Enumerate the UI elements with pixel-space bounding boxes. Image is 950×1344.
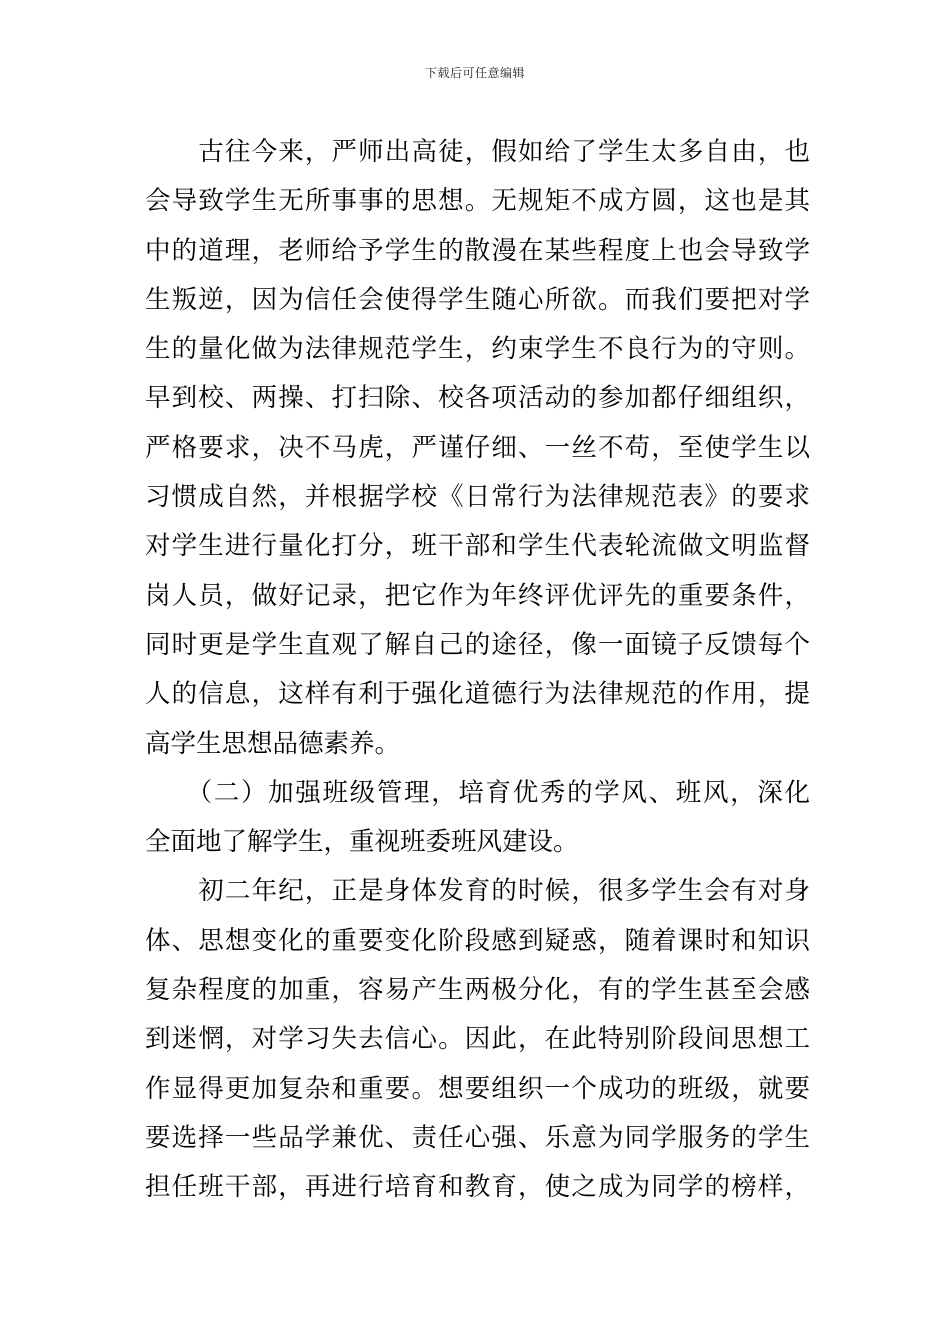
text-line: 生的量化做为法律规范学生，约束学生不良行为的守则。 <box>145 334 810 365</box>
text-line: 古往今来，严师出高徒，假如给了学生太多自由，也 <box>145 137 810 167</box>
text-line: （二）加强班级管理，培育优秀的学风、班风，深化 <box>145 777 810 808</box>
text-line: 到迷惘，对学习失去信心。因此，在此特别阶段间思想工 <box>145 1024 810 1055</box>
text-line: 人的信息，这样有利于强化道德行为法律规范的作用，提 <box>145 679 810 710</box>
text-line: 会导致学生无所事事的思想。无规矩不成方圆，这也是其 <box>145 186 810 217</box>
text-line: 早到校、两操、打扫除、校各项活动的参加都仔细组织， <box>145 383 810 414</box>
text-line: 中的道理，老师给予学生的散漫在某些程度上也会导致学 <box>145 235 810 266</box>
text-line: 全面地了解学生，重视班委班风建设。 <box>145 827 579 858</box>
text-line: 要选择一些品学兼优、责任心强、乐意为同学服务的学生 <box>145 1122 810 1153</box>
text-line: 同时更是学生直观了解自己的途径，像一面镜子反馈每个 <box>145 629 810 660</box>
text-line: 高学生思想品德素养。 <box>145 728 401 759</box>
text-line: 担任班干部，再进行培育和教育，使之成为同学的榜样， <box>145 1172 810 1203</box>
text-line: 生叛逆，因为信任会使得学生随心所欲。而我们要把对学 <box>145 284 810 315</box>
body-text <box>145 128 810 1213</box>
text-line: 对学生进行量化打分，班干部和学生代表轮流做文明监督 <box>145 531 810 562</box>
text-line: 体、思想变化的重要变化阶段感到疑惑，随着课时和知识 <box>145 925 810 956</box>
page-header: 下载后可任意编辑 <box>424 66 525 80</box>
text-line: 作显得更加复杂和重要。想要组织一个成功的班级，就要 <box>145 1073 810 1104</box>
text-line: 岗人员，做好记录，把它作为年终评优评先的重要条件， <box>145 580 810 611</box>
text-line: 习惯成自然，并根据学校《日常行为法律规范表》的要求 <box>145 482 810 513</box>
text-line: 严格要求，决不马虎，严谨仔细、一丝不苟，至使学生以 <box>145 432 810 463</box>
text-line: 复杂程度的加重，容易产生两极分化，有的学生甚至会感 <box>145 975 810 1006</box>
text-line: 初二年纪，正是身体发育的时候，很多学生会有对身 <box>145 876 810 907</box>
